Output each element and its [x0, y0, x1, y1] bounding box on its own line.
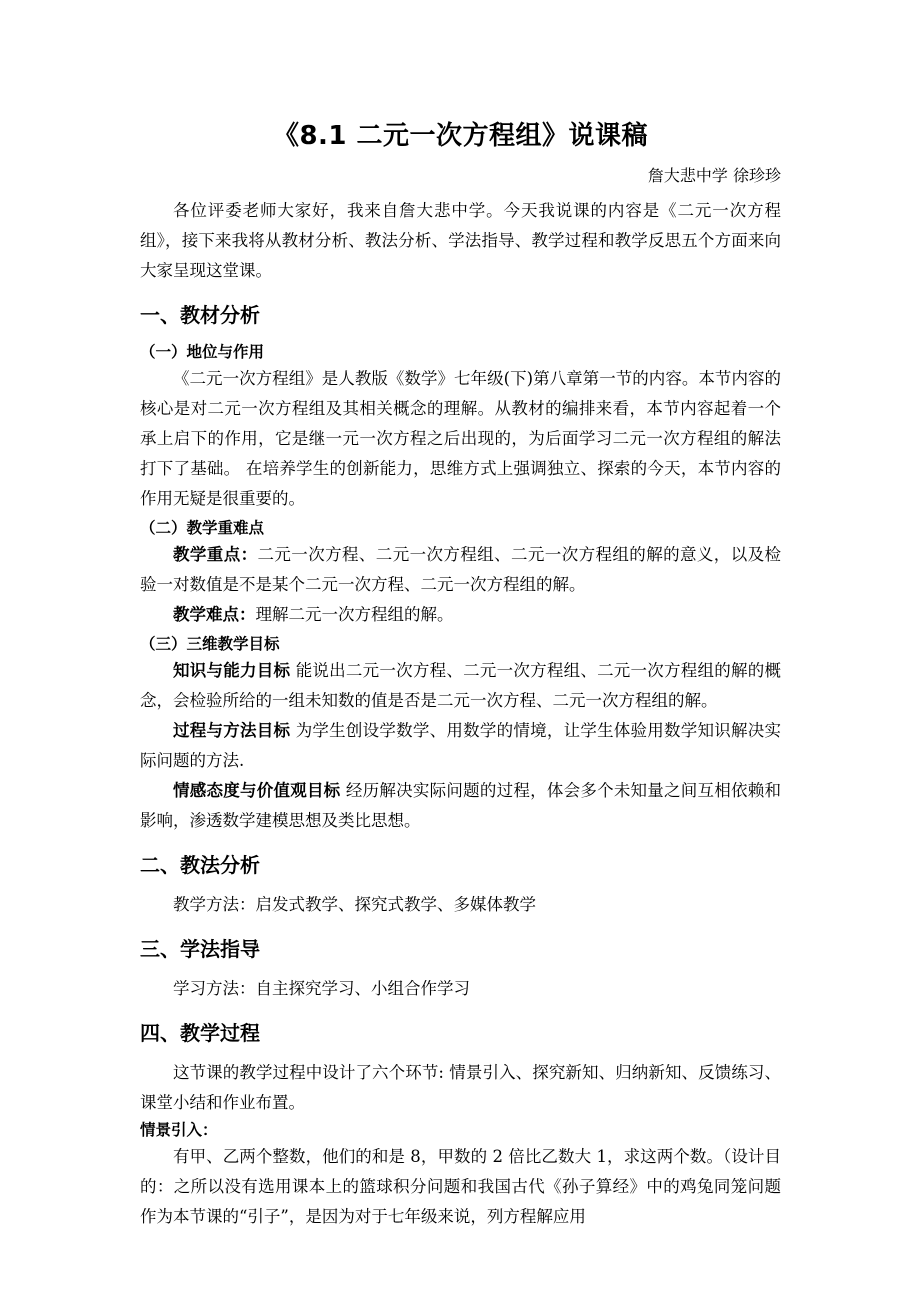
key-point-label: 教学重点：: [173, 545, 258, 564]
goal-knowledge-text: 能说出二元一次方程、二元一次方程组、二元一次方程组的解的概念，会检验所给的一组未知数的值是否是二元一次方程、二元一次方程组的解。: [140, 661, 781, 710]
goal-process-text: 为学生创设学数学、用数学的情境，让学生体验用数学知识解决实际问题的方法.: [140, 721, 781, 770]
key-point-text: 二元一次方程、二元一次方程组、二元一次方程组的解的意义，以及检验一对数值是不是某个二元一次方程、二元一次方程组的解。: [140, 545, 781, 594]
goal-knowledge-label: 知识与能力目标: [173, 661, 291, 680]
subheading-three-dimensional-goals: （三）三维教学目标: [140, 635, 280, 653]
difficult-point-label: 教学难点：: [173, 605, 256, 624]
author-line: 詹大悲中学 徐珍珍: [647, 166, 781, 185]
difficult-point-paragraph: [140, 600, 781, 630]
section-heading-textbook-analysis: 一、教材分析: [140, 303, 260, 327]
scenario-problem-paragraph: 有甲、乙两个整数，他们的和是 8，甲数的 2 倍比乙数大 1，求这两个数。（设计目的：之所以没有选用课本上的篮球积分问题和我国古代《孙子算经》中的鸡兔同笼问题作为本节课的“引子”，是因为对于七年级来说，列方程解应用: [140, 1147, 781, 1226]
section-heading-learning-method: 三、学法指导: [140, 937, 260, 961]
section-heading-teaching-process: 四、教学过程: [140, 1021, 260, 1045]
goal-process-paragraph: [140, 716, 781, 776]
section-heading-teaching-method: 二、教法分析: [140, 853, 260, 877]
goal-emotion-paragraph: [140, 776, 781, 836]
learning-method-paragraph: 学习方法：自主探究学习、小组合作学习: [173, 979, 470, 998]
goal-knowledge-paragraph: [140, 656, 781, 716]
difficult-point-text: 理解二元一次方程组的解。: [255, 605, 454, 624]
goal-emotion-label: 情感态度与价值观目标: [173, 781, 341, 800]
subheading-key-difficult-points: （二）教学重难点: [140, 519, 265, 537]
subheading-position-role: （一）地位与作用: [140, 343, 265, 361]
goal-emotion-text: 经历解决实际问题的过程，体会多个未知量之间互相依赖和影响，渗透数学建模思想及类比思想。: [140, 781, 782, 830]
teaching-method-paragraph: 教学方法：启发式教学、探究式教学、多媒体教学: [173, 895, 536, 914]
teaching-process-paragraph: 这节课的教学过程中设计了六个环节: 情景引入、探究新知、归纳新知、反馈练习、课堂小结和作业布置。: [140, 1063, 781, 1112]
subheading-scenario-intro: 情景引入：: [140, 1121, 218, 1139]
position-role-paragraph: 《二元一次方程组》是人教版《数学》七年级(下)第八章第一节的内容。本节内容的核心是对二元一次方程组及其相关概念的理解。从教材的编排来看，本节内容起着一个承上启下的作用，它是继一元一次方程之后出现的，为后面学习二元一次方程组的解法打下了基础。 在培养学生的创新能力，思维方式上强调独立、探索的今天，本节内容的作用无疑是很重要的。: [140, 369, 781, 508]
key-point-paragraph: [140, 540, 781, 600]
intro-paragraph: 各位评委老师大家好，我来自詹大悲中学。今天我说课的内容是《二元一次方程组》，接下来我将从教材分析、教法分析、学法指导、教学过程和教学反思五个方面来向大家呈现这堂课。: [140, 201, 781, 280]
goal-process-label: 过程与方法目标: [173, 721, 291, 740]
document-title: 《8.1 二元一次方程组》说课稿: [272, 121, 649, 151]
